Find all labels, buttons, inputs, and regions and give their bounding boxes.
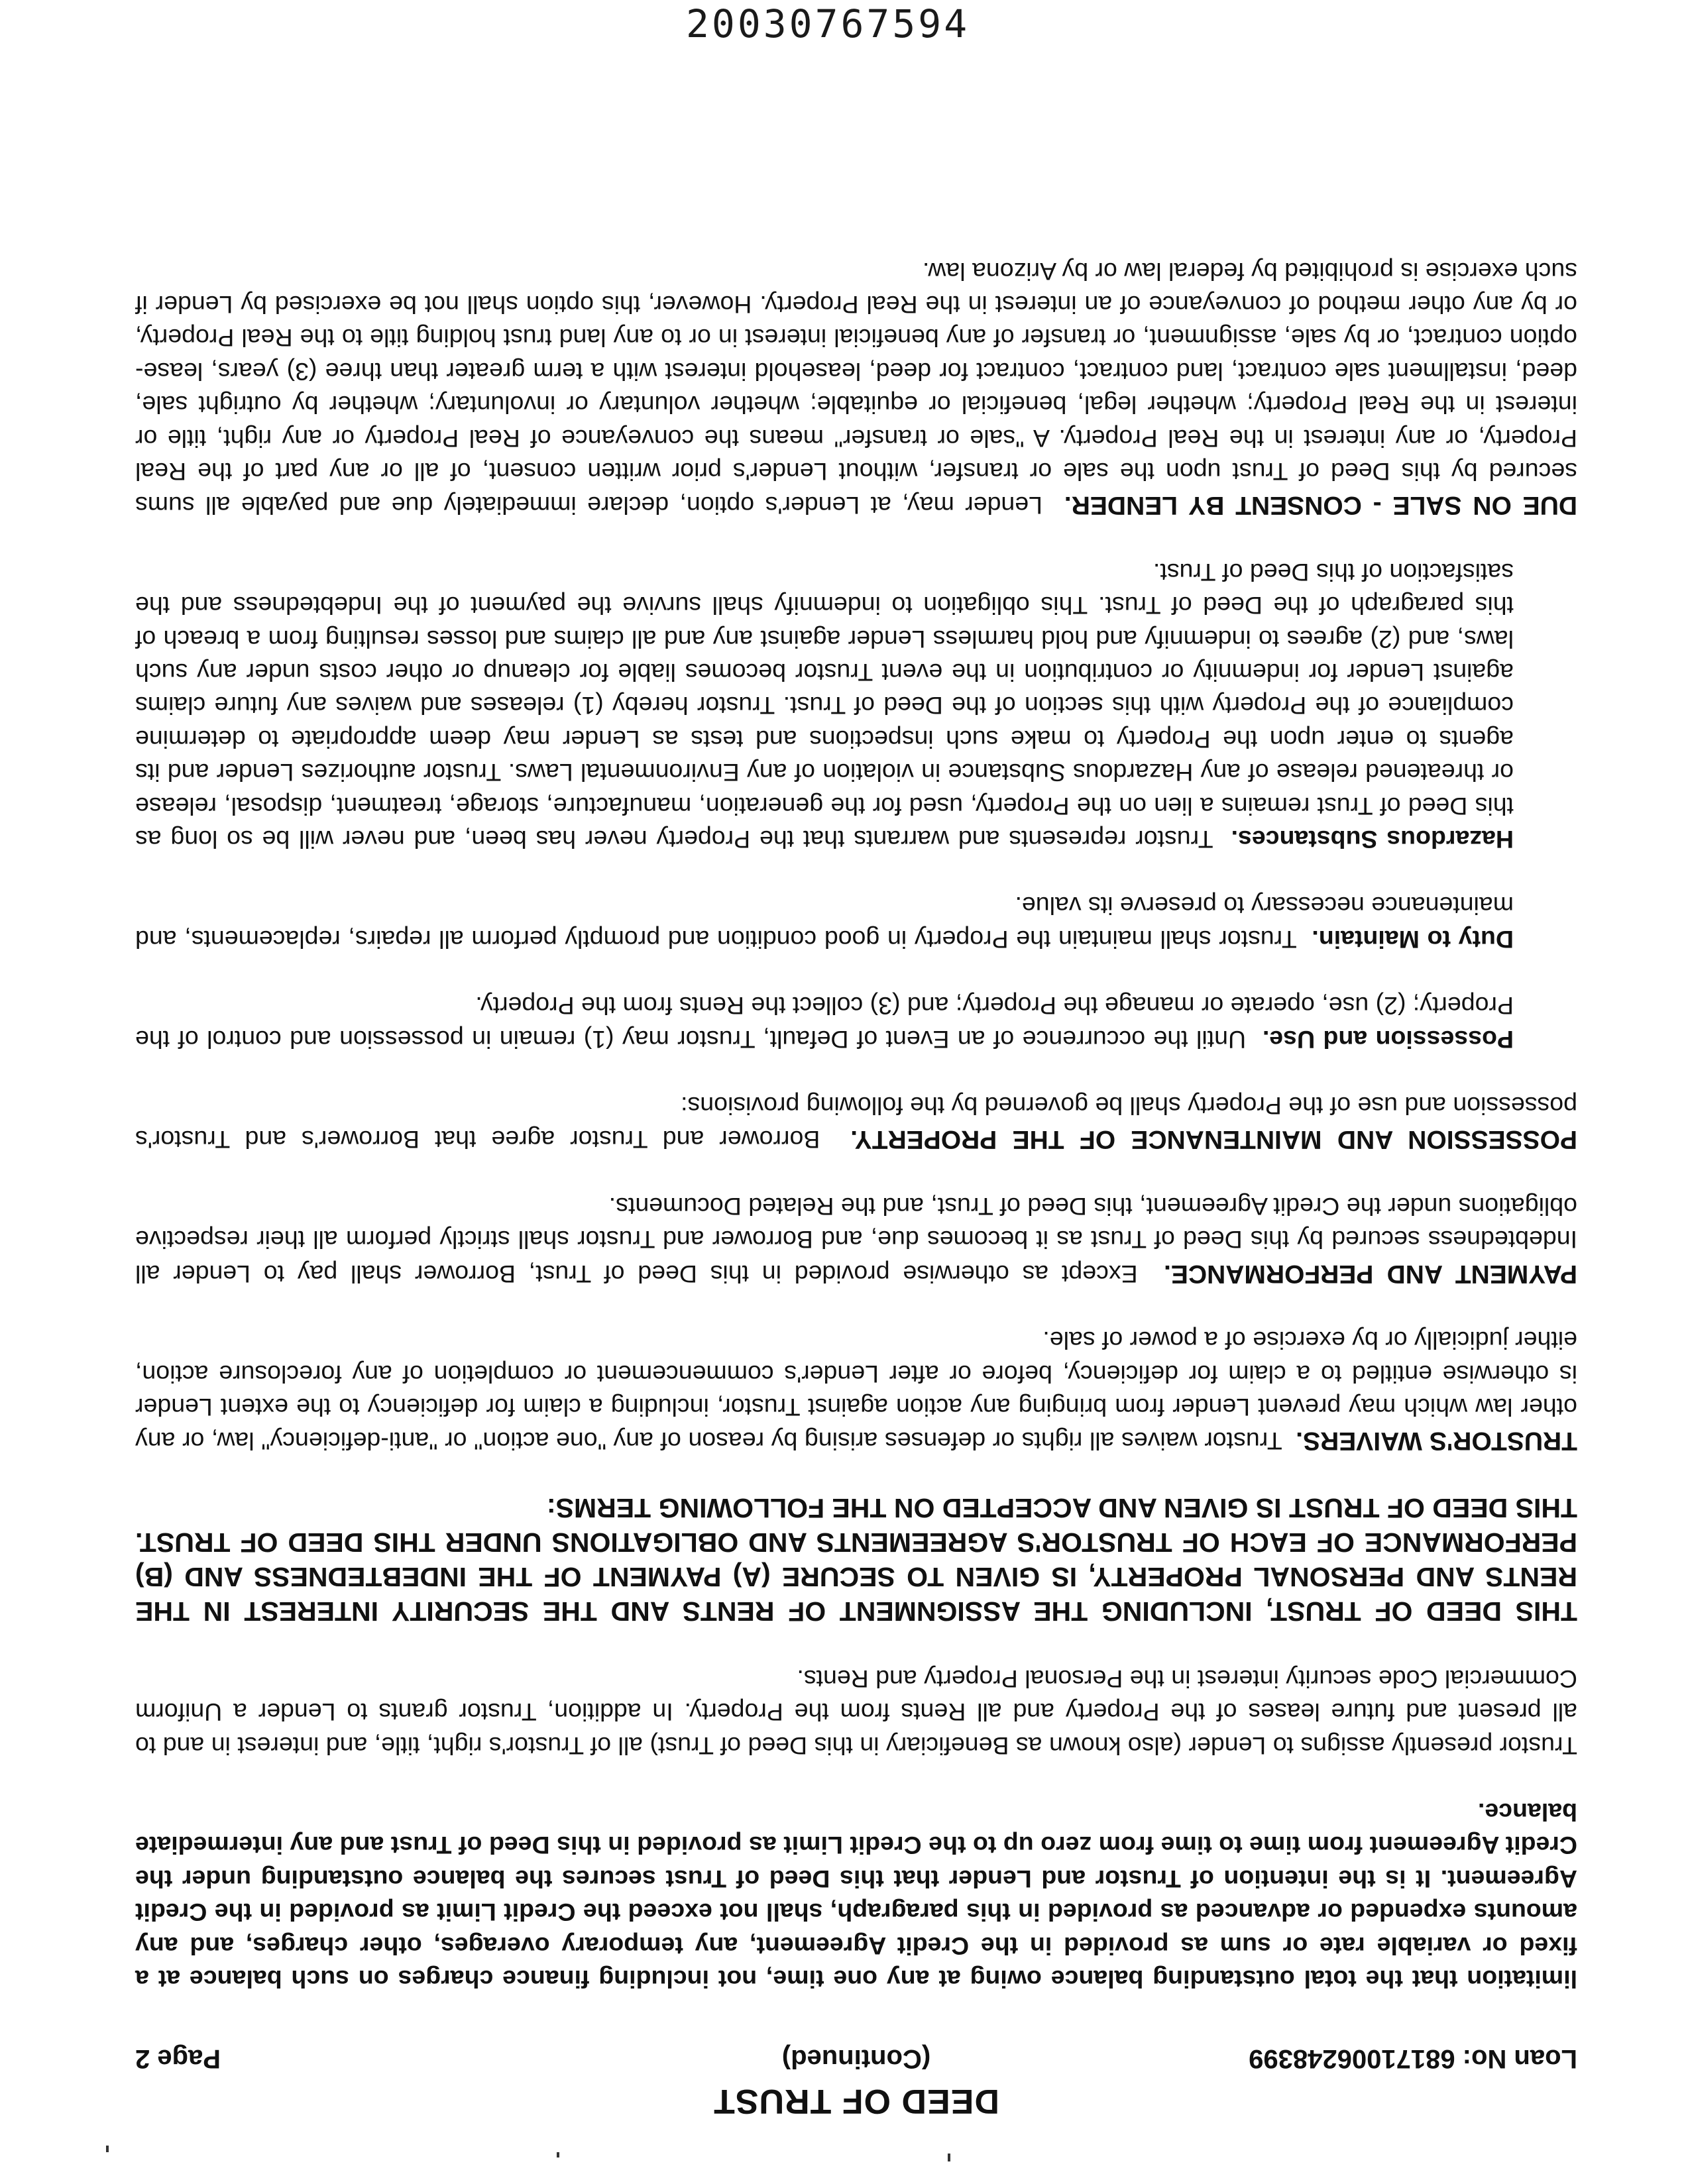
due-on-sale-body: Lender may, at Lender's option, declare immediately due and payable all sums secured by this Deed of Trust upon the sale or transfer, without Lender's prior written consent, of all or any part of the Real Property, or any interest in the Real Property. A "sale or transfer" means the conveyance of Real Property or any right, title or interest in the Real Property; whether legal, beneficial or equitable; whether voluntary or involuntary; whether by outright sale, deed, installment sale contract, land contract, contract for deed, leasehold interest with a term greater than three (3) years, lease-option contract, or by sale, assignment, or transfer of any beneficial interest in or to any land trust holding title to the Real Property, or by any other method of conveyance of an interest in the Real Property. However, this option shall not be exercised by Lender if such exercise is prohibited by federal law or by Arizona law. xyxy=(135,257,1577,520)
document-title: DEED OF TRUST xyxy=(713,2082,999,2120)
hazard-heading: Hazardous Substances. xyxy=(1231,826,1514,854)
duty-body: Trustor shall maintain the Property in good condition and promptly perform all repairs, replacements, and maintenance necessary to preserve its value. xyxy=(135,892,1514,954)
assignment-paragraph: Trustor presently assigns to Lender (also known as Beneficiary in this Deed of Trust) all of Trustor's right, title, and interest in and to all present and future leases of the Property and all Rents from the Property. In addition, Trustor grants to Lender a Uniform Commercial Code security interest in the Personal Property and Rents. xyxy=(135,1665,1577,1760)
header-row xyxy=(135,2040,1577,2078)
secure-statement: THIS DEED OF TRUST, INCLUDING THE ASSIGNMENT OF RENTS AND THE SECURITY INTEREST IN THE RENTS AND PERSONAL PROPERTY, IS GIVEN TO SECURE (A) PAYMENT OF THE INDEBTEDNESS AND (B) PERFORMANCE OF EACH OF TRUSTOR'S AGREEMENTS AND OBLIGATIONS UNDER THIS DEED OF TRUST. THIS DEED OF TRUST IS GIVEN AND ACCEPTED ON THE FOLLOWING TERMS: xyxy=(135,1493,1577,1627)
loan-number: Loan No: 6817100624839​9 xyxy=(1249,2044,1577,2073)
scan-speck xyxy=(106,2146,109,2152)
document-body xyxy=(135,221,1577,2120)
due-on-sale-heading: DUE ON SALE - CONSENT BY LENDER. xyxy=(1064,491,1577,520)
page-number: Page 2 xyxy=(135,2044,221,2073)
payment-heading: PAYMENT AND PERFORMANCE. xyxy=(1164,1259,1577,1288)
continued-label: (Continued) xyxy=(781,2044,931,2073)
duty-section xyxy=(135,889,1577,956)
scan-speck xyxy=(948,2154,950,2161)
possession-section xyxy=(135,1089,1577,1157)
payment-body: Except as otherwise provided in this Deed of Trust, Borrower shall pay to Lender all Indebtedness secured by this Deed of Trust as it becomes due, and Borrower and Trustor shall strictly perform all their respective obligations under the Credit Agreement, this Deed of Trust, and the Related Documents. xyxy=(135,1192,1577,1288)
hazard-section xyxy=(135,555,1577,856)
hazard-body: Trustor represents and warrants that the Property never has been, and never will be so long as this Deed of Trust remains a lien on the Property, used for the generation, manufacture, storage, treatment, disposal, release or threatened release of any Hazardous Substance in violation of any Environmental Laws. Trustor authorizes Lender and its agents to enter upon the Property to make such inspections and tests as Lender may deem appropriate to determine compliance of the Property with this section of the Deed of Trust. Trustor hereby (1) releases and waives any future claims against Lender for indemnity or contribution in the event Trustor becomes liable for cleanup or other costs under any such laws, and (2) agrees to indemnify and hold harmless Lender against any and all claims and losses resulting from a breach of this paragraph of the Deed of Trust. This obligation to indemnify shall survive the payment of the Indebtedness and the satisfaction of this Deed of Trust. xyxy=(135,558,1514,854)
possession-heading: POSSESSION AND MAINTENANCE OF THE PROPERTY. xyxy=(850,1125,1577,1154)
credit-limit-paragraph: limitation that the total outstanding balance owing at any one time, not including finance charges on such balance at a fixed or variable rate or sum as provided in the Credit Agreement, any temporary overages, other charges, and any amounts expended or advanced as provided in this paragraph, shall not exceed the Credit Limit as provided in the Credit Agreement. It is the intention of Trustor and Lender that this Deed of Trust secures the balance outstanding under the Credit Agreement from time to time from zero up to the Credit Limit as provided in this Deed of Trust and any intermediate balance. xyxy=(135,1798,1577,1993)
duty-heading: Duty to Maintain. xyxy=(1312,925,1514,954)
waivers-body: Trustor waives all rights or defenses arising by reason of any "one action" or "anti-deficiency" law, or any other law which may prevent Lender from bringing any action against Trustor, including a claim for deficiency to the extent Lender is otherwise entitled to a claim for deficiency, before or after Lender's commencement or completion of any foreclosure action, either judicially or by exercise of a power of sale. xyxy=(135,1327,1577,1456)
waivers-section xyxy=(135,1324,1577,1458)
due-on-sale-section xyxy=(135,254,1577,522)
use-section xyxy=(135,989,1577,1056)
recording-number: 20030767594 xyxy=(686,1,970,46)
waivers-heading: TRUSTOR'S WAIVERS. xyxy=(1296,1427,1577,1456)
use-heading: Possession and Use. xyxy=(1262,1025,1514,1054)
payment-section xyxy=(135,1190,1577,1291)
scan-speck xyxy=(557,2152,559,2157)
possession-body: Borrower and Trustor agree that Borrower's and Trustor's possession and use of the Property shall be governed by the following provisions: xyxy=(135,1092,1577,1154)
use-body: Until the occurrence of an Event of Default, Trustor may (1) remain in possession and control of the Property; (2) use, operate or manage the Property; and (3) collect the Rents from the Property. xyxy=(135,992,1514,1054)
